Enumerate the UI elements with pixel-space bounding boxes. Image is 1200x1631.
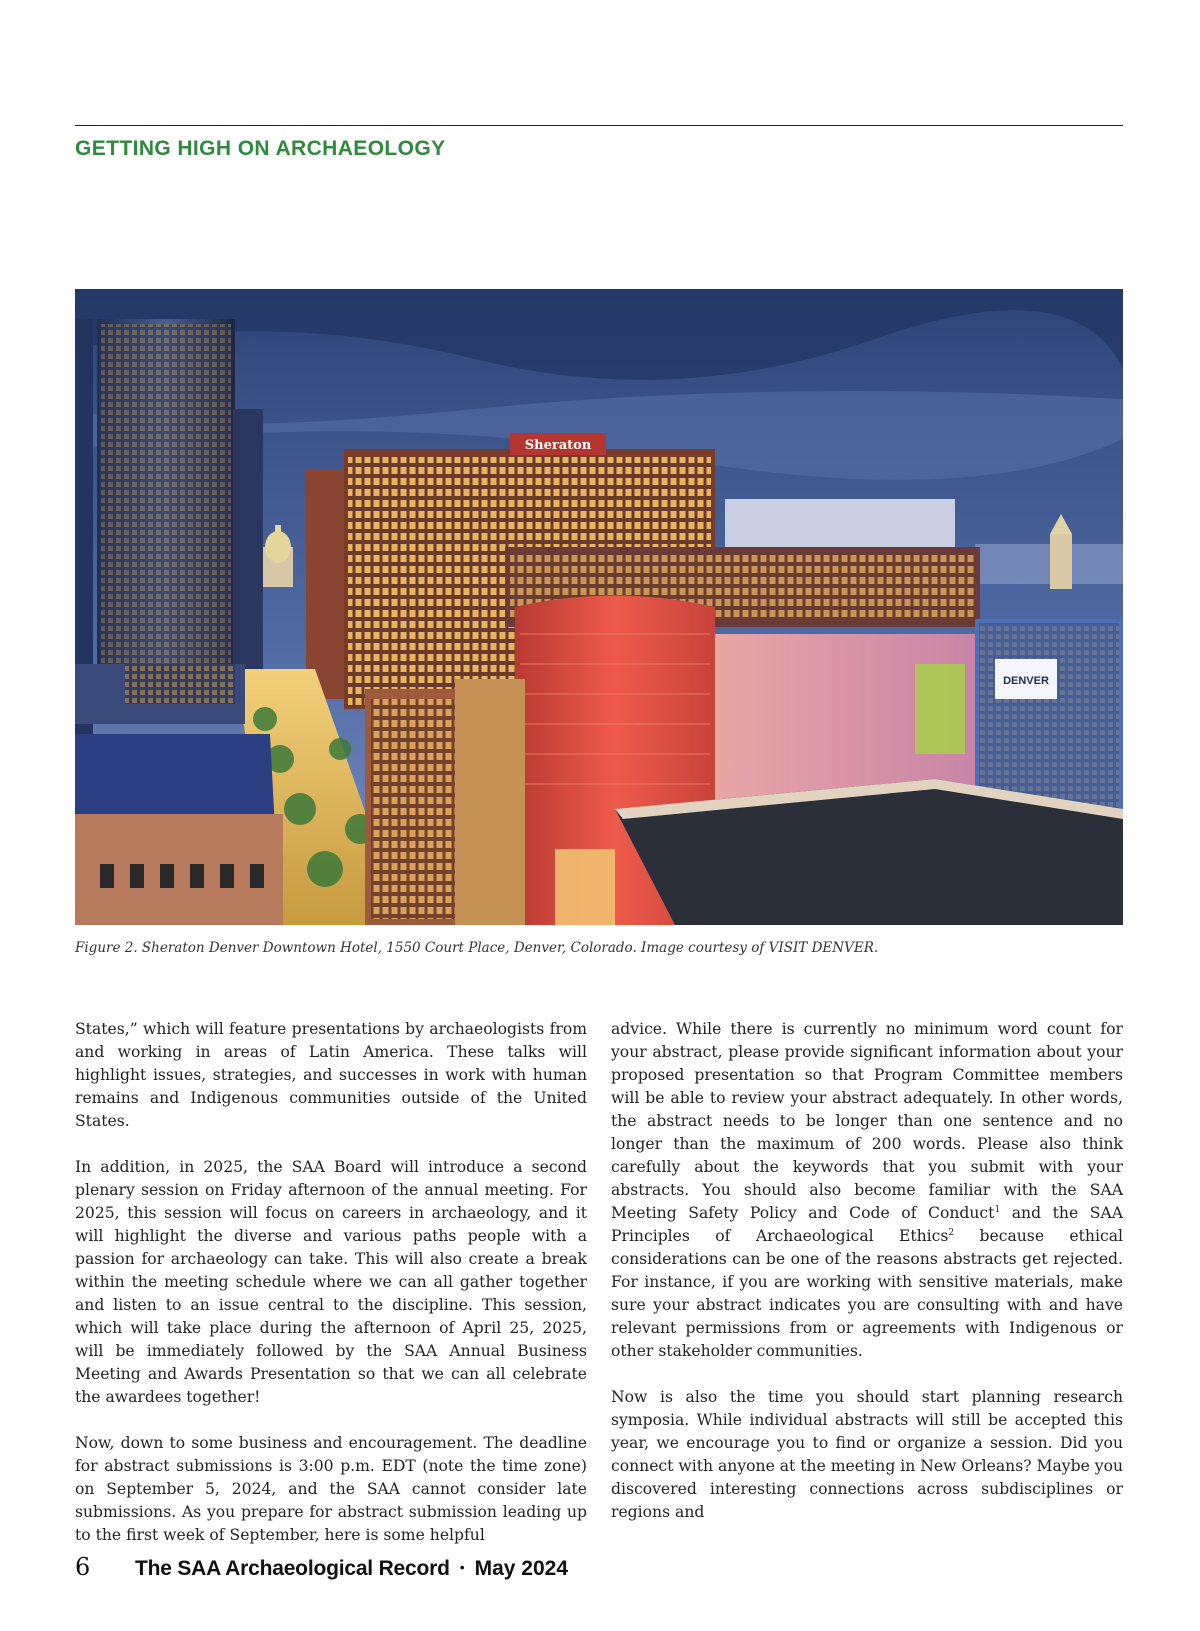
right-paragraph-1 (611, 1018, 1123, 1363)
left-paragraph-3: Now, down to some business and encouragement. The deadline for abstract submissions is 3:00 p.m. EDT (note the time zone) on September 5, 2024, and the SAA cannot consider late submissions. As you prepare for abstract submission leading up to the first week of September, here is some helpful (75, 1434, 587, 1544)
page-footer (75, 1553, 568, 1581)
left-paragraph-2: In addition, in 2025, the SAA Board will introduce a second plenary session on Friday afternoon of the annual meeting. For 2025, this session will focus on careers in archaeology, and it will highlight the diverse and various paths people with a passion for archaeology can take. This will also create a break within the meeting schedule where we can all gather together and listen to an issue central to the discipline. This session, which will take place during the afternoon of April 25, 2025, will be immediately followed by the SAA Annual Business Meeting and Awards Presentation so that we can all celebrate the awardees together! (75, 1158, 587, 1406)
right-paragraph-1-part-b: and the SAA Principles of Archaeological Ethics (611, 1204, 1123, 1245)
left-paragraph-1: States,” which will feature presentations by archaeologists from and working in areas of Latin America. These talks will highlight issues, strategies, and successes in work with human remains and Indigenous communities outside of the United States. (75, 1020, 587, 1130)
page-number: 6 (75, 1553, 91, 1581)
right-paragraph-1-part-c: because ethical considerations can be one of the reasons abstracts get rejected. For instance, if you are working with sensitive materials, make sure your abstract indicates you are consulting with and have relevant permissions from or agreements with Indigenous or other stakeholder communities. (611, 1227, 1123, 1360)
sheraton-sign: Sheraton (524, 438, 592, 453)
right-paragraph-2: Now is also the time you should start planning research symposia. While individual abstracts will still be accepted this year, we encourage you to find or organize a session. Did you connect with anyone at the meeting in New Orleans? Maybe you discovered interesting connections across subdisciplines or regions and (611, 1388, 1124, 1521)
footnote-ref-1[interactable]: 1 (994, 1204, 1001, 1215)
figure-caption: Figure 2. Sheraton Denver Downtown Hotel, 1550 Court Place, Denver, Colorado. Image courtesy of VISIT DENVER. (75, 940, 879, 956)
issue-date: May 2024 (474, 1557, 569, 1580)
footnote-ref-2[interactable]: 2 (948, 1227, 955, 1238)
left-column (75, 1018, 587, 1570)
footer-separator: • (459, 1559, 465, 1575)
right-column (611, 1018, 1123, 1547)
denver-sign: DENVER (1003, 675, 1049, 687)
hotel-photo (75, 289, 1123, 925)
section-title: GETTING HIGH ON ARCHAEOLOGY (75, 137, 446, 160)
header-rule (75, 125, 1123, 126)
publication-title: The SAA Archaeological Record (135, 1557, 450, 1580)
right-paragraph-1-part-a: advice. While there is currently no minimum word count for your abstract, please provide significant information about your proposed presentation so that Program Committee members will be able to review your abstract adequately. In other words, the abstract needs to be longer than one sentence and no longer than the maximum of 200 words. Please also think carefully about the keywords that you submit with your abstracts. You should also become familiar with the SAA Meeting Safety Policy and Code of Conduct (611, 1020, 1123, 1222)
